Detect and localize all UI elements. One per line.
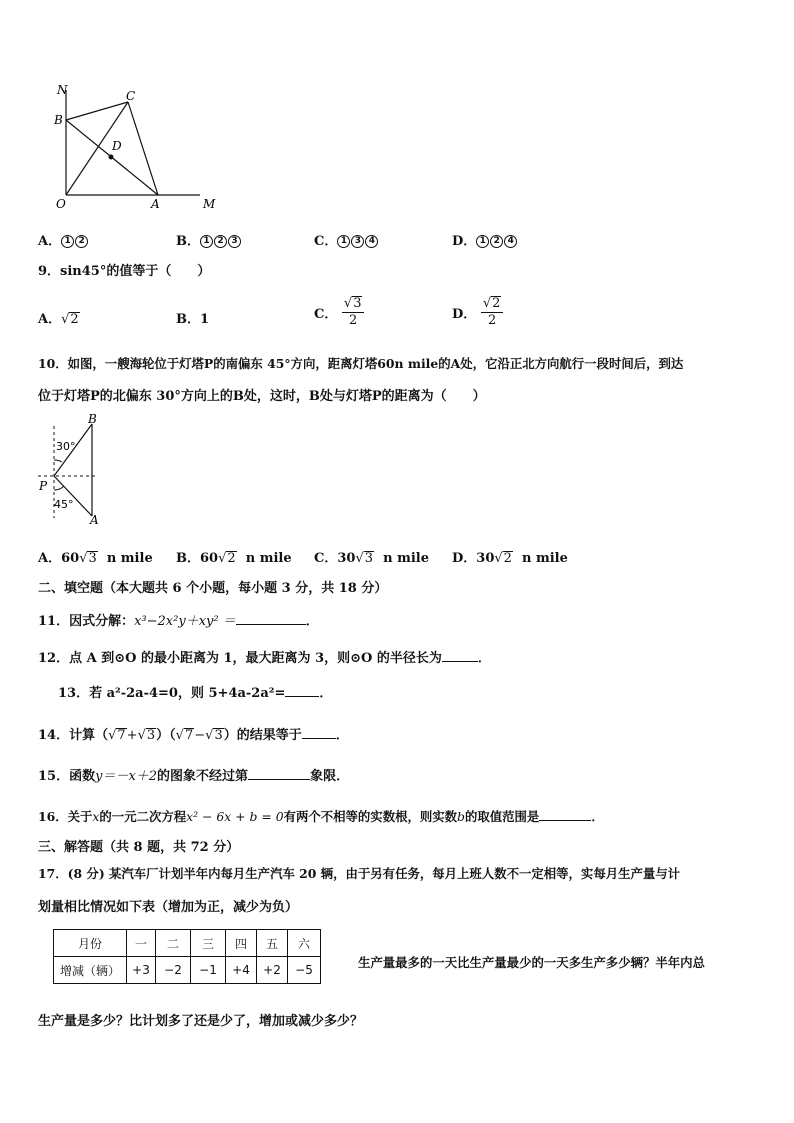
q9-option-c: C． $\frac{√3}{2}$ <box>314 296 364 329</box>
q10-figure <box>36 412 106 526</box>
q9-option-d: D． $\frac{√2}{2}$ <box>452 296 503 329</box>
circled-number: 2 <box>75 235 88 248</box>
circled-number: 4 <box>504 235 517 248</box>
label-b: B <box>88 412 97 426</box>
answer-blank <box>302 726 336 739</box>
q15: 15．函数y＝－x＋2的图象不经过第 象限． <box>38 769 350 784</box>
q8-option-c: C． 1 3 4 <box>314 230 379 249</box>
q17-line2: 划量相比情况如下表（增加为正，减少为负） <box>38 900 299 915</box>
table-header-cell: 五 <box>257 930 288 957</box>
table-header-cell: 月份 <box>54 930 127 957</box>
q17-side-text: 生产量最多的一天比生产量最少的一天多生产多少辆？半年内总 <box>358 955 705 970</box>
answer-blank <box>248 767 310 780</box>
angle-arc-top <box>54 460 62 462</box>
q10-line1: 10．如图，一艘海轮位于灯塔P的南偏东 45°方向，距离灯塔60n mile的A处，它沿正北方向航行一段时间后，到达 <box>38 356 684 371</box>
q8-figure <box>50 80 230 215</box>
segment-bc <box>66 102 128 120</box>
circled-number: 1 <box>337 235 350 248</box>
point-d <box>109 155 114 160</box>
q15-expression: y＝－x＋2 <box>95 769 158 784</box>
segment-ca <box>128 102 158 195</box>
fraction: $\frac{√2}{2}$ <box>481 296 504 329</box>
table-cell: +4 <box>226 957 257 984</box>
production-table <box>53 929 321 984</box>
q12: 12．点 A 到⊙O 的最小距离为 1，最大距离为 3，则⊙O 的半径长为 ． <box>38 651 491 666</box>
q10-option-b: B．60√2 n mile <box>176 551 292 566</box>
q9-option-b: B．1 <box>176 312 210 327</box>
q8-option-b: B． 1 2 3 <box>176 230 242 249</box>
table-header-cell: 四 <box>226 930 257 957</box>
q17-line1: 17．(8 分) 某汽车厂计划半年内每月生产汽车 20 辆，由于另有任务，每月上班人数不一定相等，实每月生产量与计 <box>38 866 681 881</box>
angle-arc-bottom <box>54 486 64 490</box>
table-cell: −2 <box>156 957 191 984</box>
q10-line2: 位于灯塔P的北偏东 30°方向上的B处，这时，B处与灯塔P的距离为（ ） <box>38 389 486 404</box>
circled-number: 1 <box>61 235 74 248</box>
table-header-cell: 一 <box>127 930 156 957</box>
label-o: O <box>56 197 66 211</box>
circled-number: 3 <box>228 235 241 248</box>
q14: 14．计算（√7+√3）（√7−√3）的结果等于 ． <box>38 728 349 743</box>
answer-blank <box>539 808 591 821</box>
q8-option-d: D． 1 2 4 <box>452 230 518 249</box>
q9-stem: 9．sin45°的值等于（ ） <box>38 264 211 279</box>
q10-option-a: A．60√3 n mile <box>38 551 153 566</box>
table-row <box>54 930 321 957</box>
label-n: N <box>57 83 68 97</box>
q11-expression: x³−2x²y＋xy² ＝ <box>134 614 236 629</box>
q11: 11．因式分解：x³−2x²y＋xy² ＝ ． <box>38 614 319 629</box>
circled-number: 2 <box>214 235 227 248</box>
label-m: M <box>203 197 216 211</box>
table-cell: +2 <box>257 957 288 984</box>
q9-option-a: A．√2 <box>38 312 79 327</box>
table-header-cell: 三 <box>191 930 226 957</box>
table-cell: −1 <box>191 957 226 984</box>
circled-number: 1 <box>200 235 213 248</box>
circled-number: 3 <box>351 235 364 248</box>
answer-blank <box>442 649 478 662</box>
answer-blank <box>236 612 306 625</box>
section-3-heading: 三、解答题（共 8 题，共 72 分） <box>38 840 240 855</box>
q16-equation: x² − 6x + b = 0 <box>186 809 284 824</box>
angle-label-30: 30° <box>56 440 76 453</box>
radicand: 2 <box>70 312 79 327</box>
circled-number: 4 <box>365 235 378 248</box>
table-cell: −5 <box>288 957 321 984</box>
q10-option-c: C．30√3 n mile <box>314 551 429 566</box>
q17-line3: 生产量是多少？比计划多了还是少了，增加或减少多少？ <box>38 1014 364 1029</box>
label-a: A <box>151 197 160 211</box>
q13: 13．若 a²-2a-4=0，则 5+4a-2a²= ． <box>58 686 333 701</box>
label-a: A <box>90 513 99 526</box>
label-p: P <box>39 479 48 493</box>
table-cell: +3 <box>127 957 156 984</box>
label-d: D <box>112 139 122 153</box>
circled-number: 1 <box>476 235 489 248</box>
circled-number: 2 <box>490 235 503 248</box>
label-b: B <box>54 113 63 127</box>
section-2-heading: 二、填空题（本大题共 6 个小题，每小题 3 分，共 18 分） <box>38 581 388 596</box>
q8-option-a: A． 1 2 <box>38 230 89 249</box>
table-header-cell: 六 <box>288 930 321 957</box>
q10-option-d: D．30√2 n mile <box>452 551 568 566</box>
q16: 16．关于x的一元二次方程x² − 6x + b = 0有两个不相等的实数根，则实数b的取值范围是 ． <box>38 809 604 824</box>
angle-label-45: 45° <box>54 498 74 511</box>
table-row <box>54 957 321 984</box>
table-cell: 增减（辆） <box>54 957 127 984</box>
fraction: $\frac{√3}{2}$ <box>342 296 365 329</box>
answer-blank <box>285 684 319 697</box>
label-c: C <box>126 89 136 103</box>
table-header-cell: 二 <box>156 930 191 957</box>
